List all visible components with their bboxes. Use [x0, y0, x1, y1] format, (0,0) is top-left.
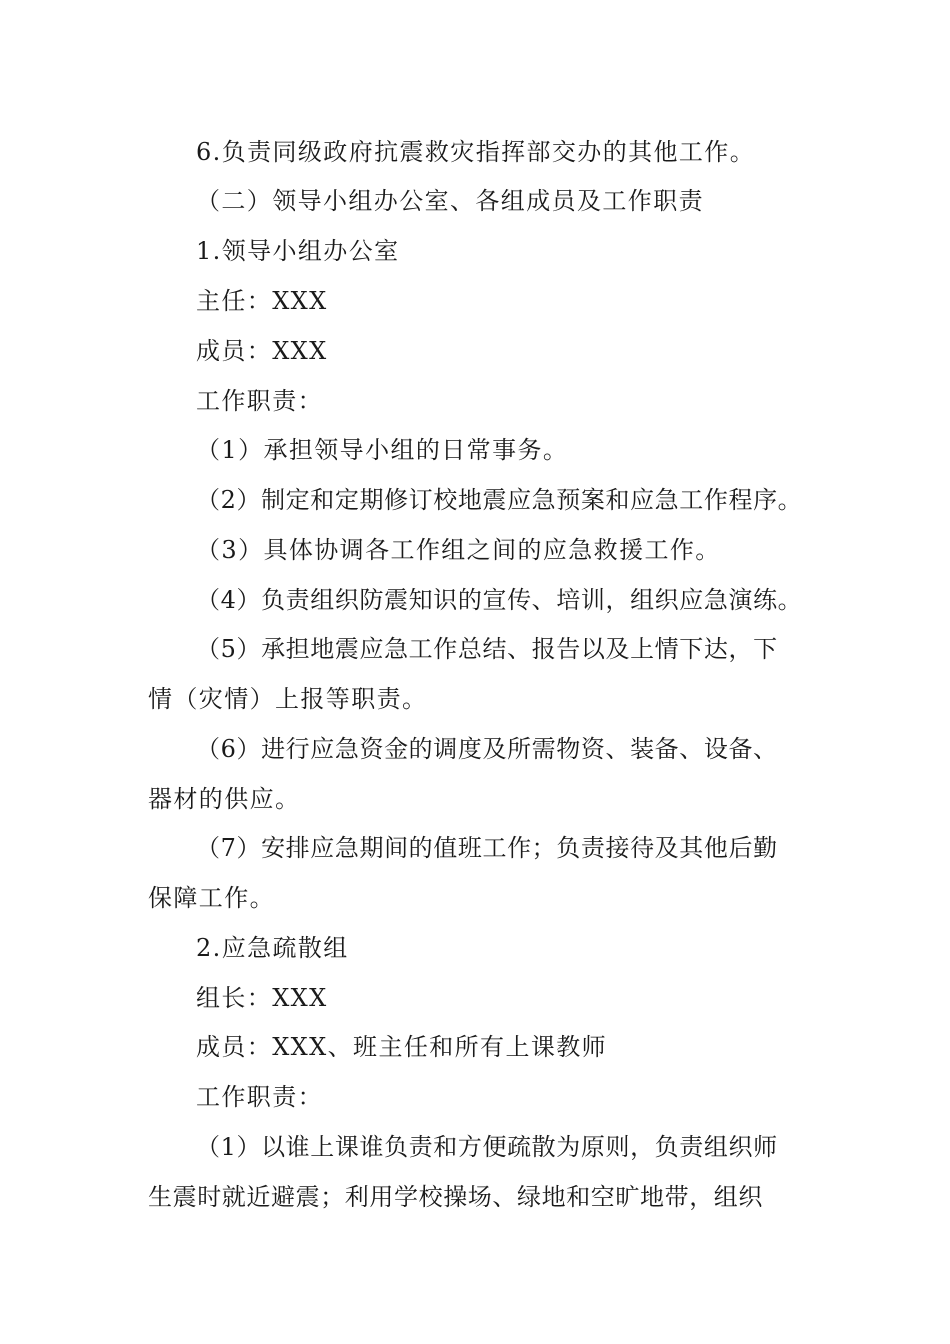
duty-item-continuation: 保障工作。 [148, 884, 275, 912]
section-heading: （二）领导小组办公室、各组成员及工作职责 [196, 187, 704, 215]
subsection-heading: 2.应急疏散组 [196, 934, 349, 962]
duty-item: （5）承担地震应急工作总结、报告以及上情下达，下 [196, 635, 778, 663]
members-line: 成员：XXX [196, 337, 328, 365]
leader-line: 组长：XXX [196, 984, 328, 1012]
duties-label: 工作职责： [196, 387, 323, 415]
duty-item-continuation: 情（灾情）上报等职责。 [148, 685, 428, 713]
duty-item-continuation: 器材的供应。 [148, 785, 301, 813]
duty-item-continuation: 生震时就近避震；利用学校操场、绿地和空旷地带，组织 [148, 1183, 763, 1211]
duty-item: （2）制定和定期修订校地震应急预案和应急工作程序。 [196, 486, 803, 514]
duty-item: （1）以谁上课谁负责和方便疏散为原则，负责组织师 [196, 1133, 778, 1161]
director-line: 主任：XXX [196, 287, 328, 315]
duty-item: （6）进行应急资金的调度及所需物资、装备、设备、 [196, 735, 778, 763]
subsection-heading: 1.领导小组办公室 [196, 237, 400, 265]
paragraph-line: 6.负责同级政府抗震救灾指挥部交办的其他工作。 [196, 138, 756, 166]
duties-label: 工作职责： [196, 1083, 323, 1111]
members-line: 成员：XXX、班主任和所有上课教师 [196, 1033, 608, 1061]
duty-item: （7）安排应急期间的值班工作；负责接待及其他后勤 [196, 834, 778, 862]
duty-item: （1）承担领导小组的日常事务。 [196, 436, 569, 464]
duty-item: （4）负责组织防震知识的宣传、培训，组织应急演练。 [196, 586, 803, 614]
duty-item: （3）具体协调各工作组之间的应急救援工作。 [196, 536, 721, 564]
